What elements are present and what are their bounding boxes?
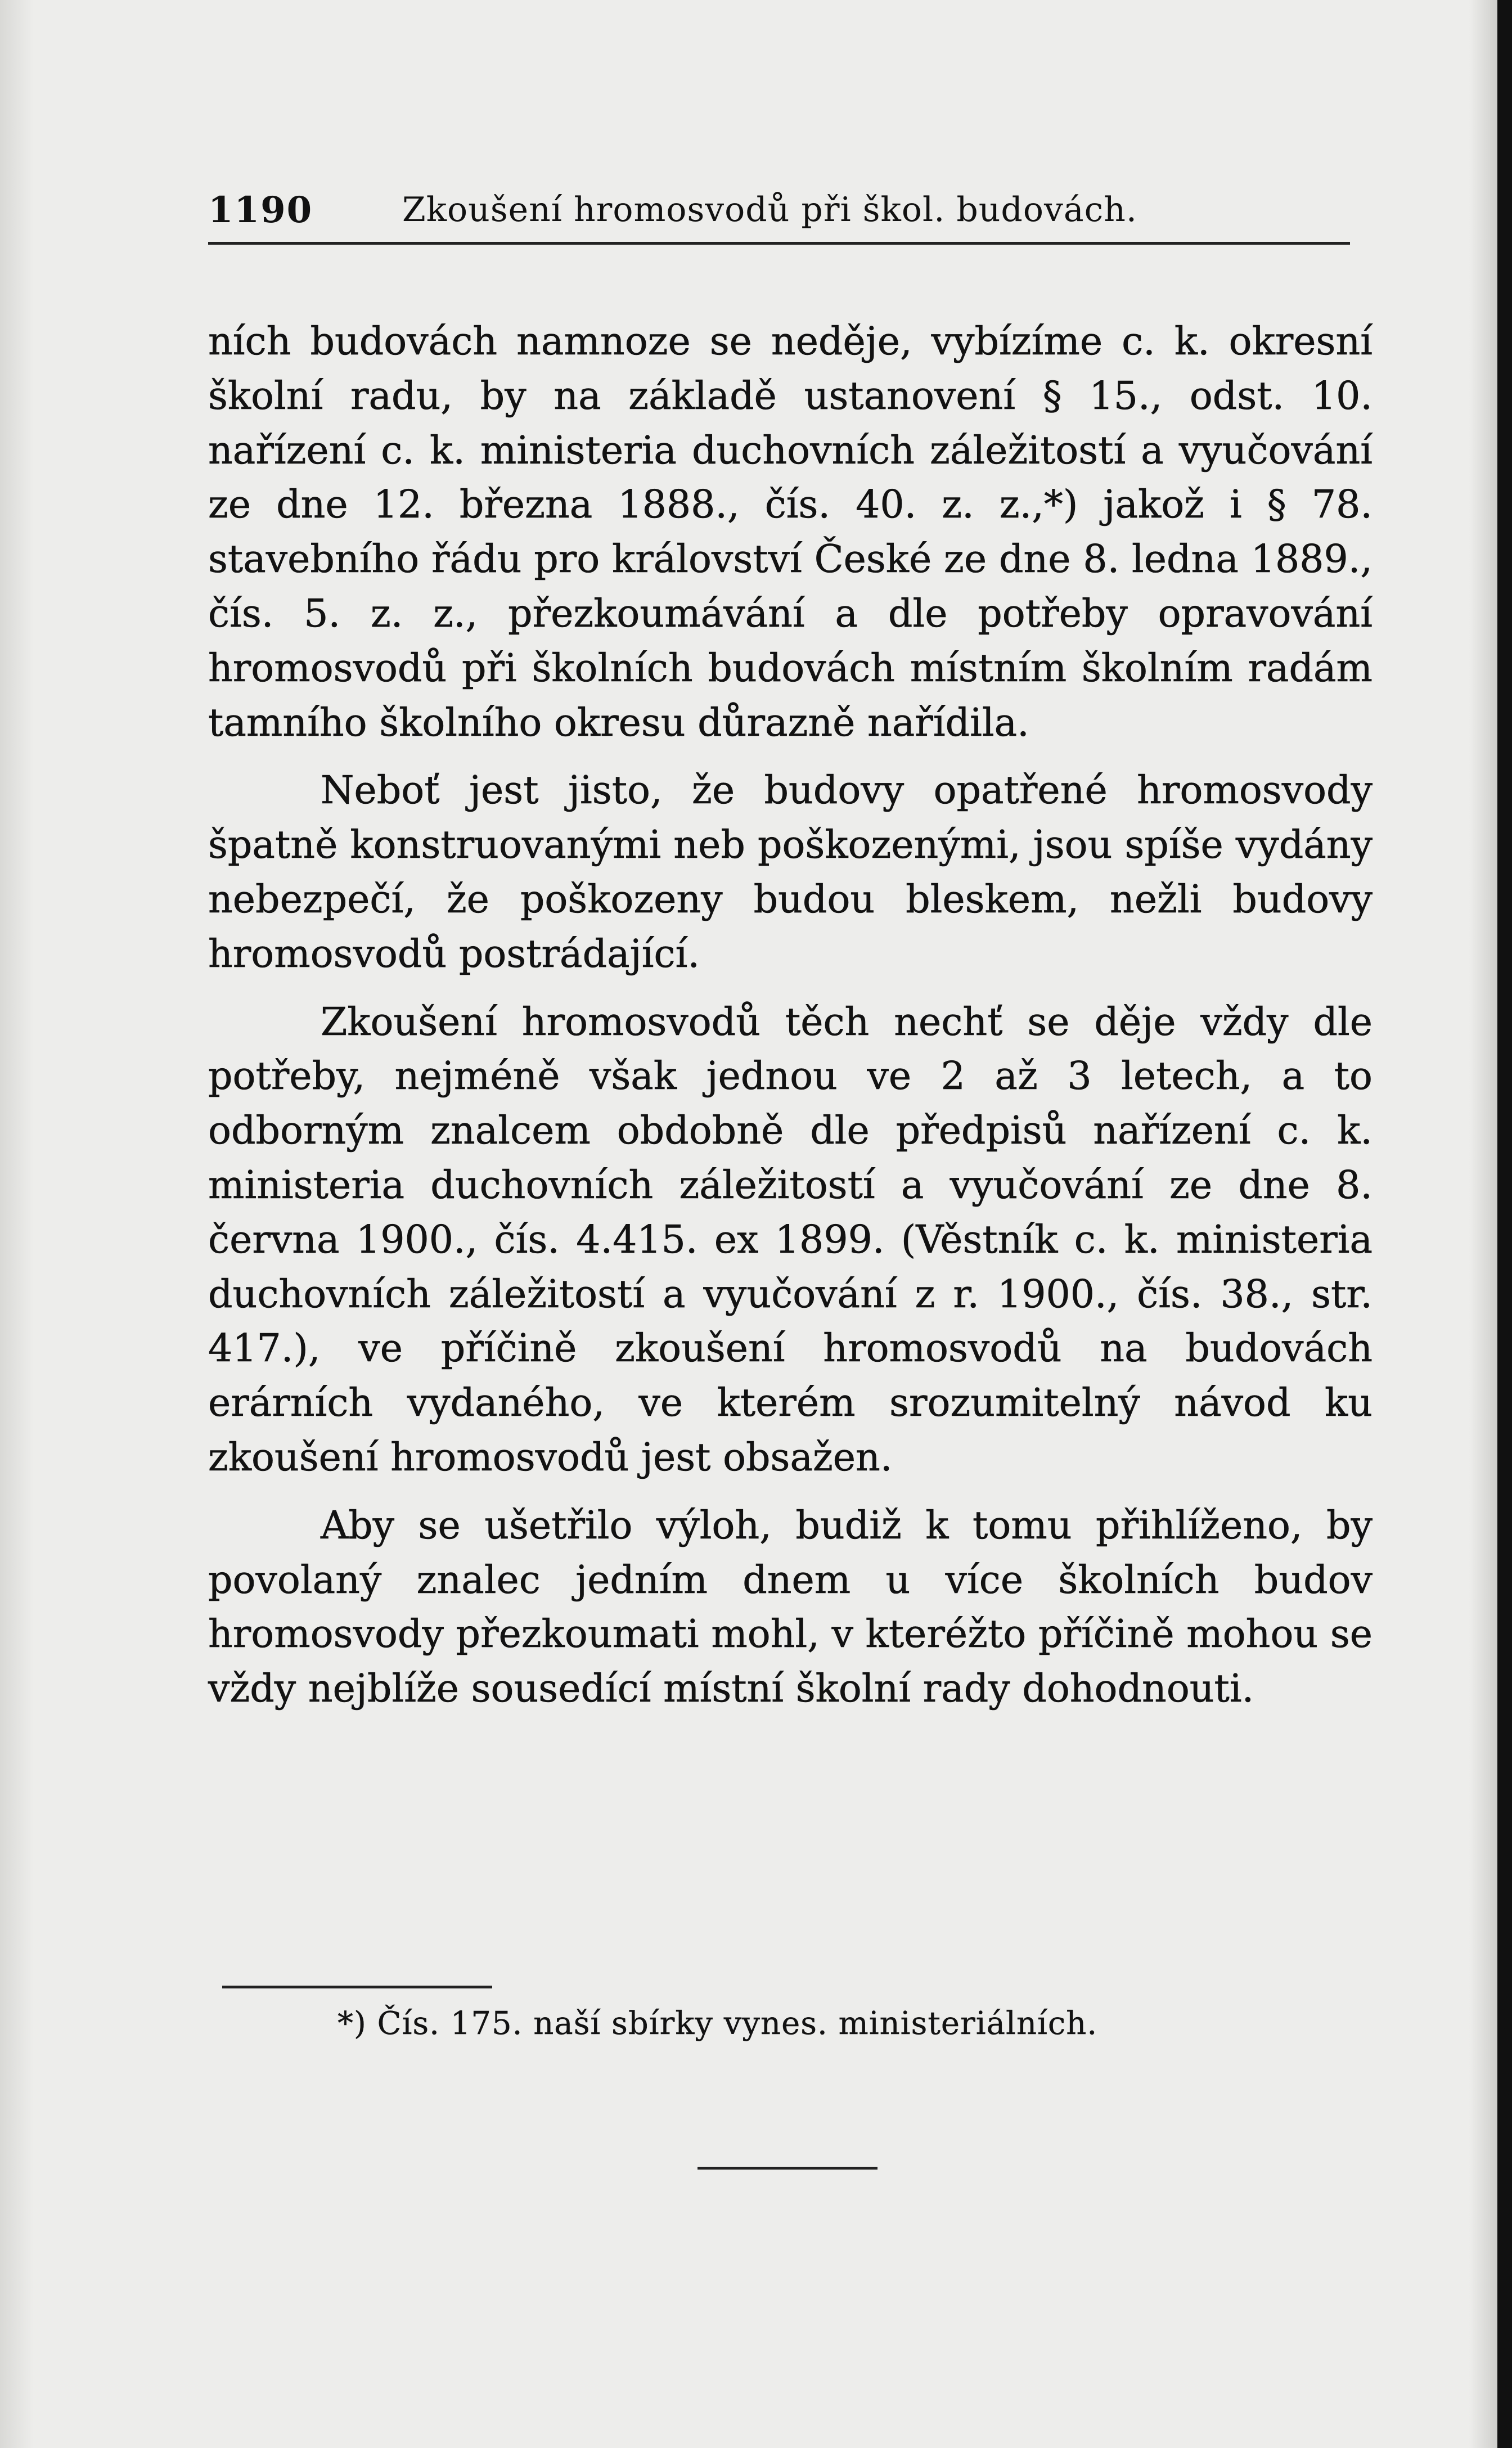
page-number: 1190	[208, 189, 313, 231]
header-rule	[208, 242, 1350, 245]
body-text	[208, 315, 1372, 1730]
page-header	[208, 186, 1350, 248]
page-right-shadow	[1469, 0, 1497, 2448]
paragraph-1: ních budovách namnoze se neděje, vybízíme c. k. okresní školní radu, by na základě ustanovení § 15., odst. 10. nařízení c. k. ministeria duchovních záležitostí a vyučování ze dne 12. března 1888., čís. 40. z. z.,*) jakož i § 78. stavebního řádu pro království České ze dne 8. ledna 1889., čís. 5. z. z., přezkoumávání a dle potřeby opravování hromosvodů při školních budovách místním školním radám tamního školního okresu důrazně nařídila.	[208, 320, 1372, 745]
footnote-rule	[222, 1986, 492, 1988]
paragraph-2: Neboť jest jisto, že budovy opatřené hromosvody špatně konstruovanými neb poškozenými, jsou spíše vydány nebezpečí, že poškozeny budou bleskem, nežli budovy hromosvodů postrádající.	[208, 768, 1372, 976]
running-title: Zkoušení hromosvodů při škol. budovách.	[402, 190, 1137, 230]
end-rule	[698, 2167, 878, 2170]
scan-black-border	[1497, 0, 1512, 2448]
page-left-shadow	[0, 0, 34, 2448]
paragraph-3: Zkoušení hromosvodů těch nechť se děje vždy dle potřeby, nejméně však jednou ve 2 až 3 letech, a to odborným znalcem obdobně dle předpisů nařízení c. k. ministeria duchovních záležitostí a vyučování ze dne 8. června 1900., čís. 4.415. ex 1899. (Věstník c. k. ministeria duchovních záležitostí a vyučování z r. 1900., čís. 38., str. 417.), ve příčině zkoušení hromosvodů na budovách erárních vydaného, ve kterém srozumitelný návod ku zkoušení hromosvodů jest obsažen.	[208, 1000, 1372, 1480]
paragraph-4: Aby se ušetřilo výloh, budiž k tomu přihlíženo, by povolaný znalec jedním dnem u více školních budov hromosvody přezkoumati mohl, v kteréžto příčině mohou se vždy nejblíže sousedící místní školní rady dohodnouti.	[208, 1503, 1372, 1712]
footnote: *) Čís. 175. naší sbírky vynes. ministeriálních.	[338, 2005, 1098, 2042]
